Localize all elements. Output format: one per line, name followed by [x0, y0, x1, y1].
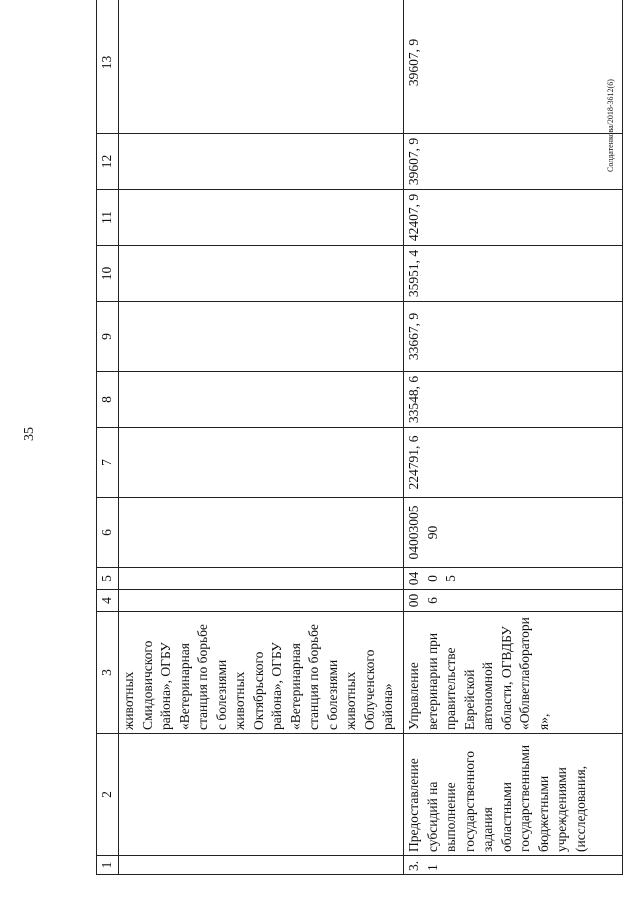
table-cell [119, 568, 404, 590]
header-cell: 2 [97, 734, 119, 856]
table-cell [119, 190, 404, 246]
table-cell: Предоставление субсидий на выполнение государственного задания областными государственными бюджетными учреждениями (исследования, [404, 734, 623, 856]
document-stamp: Солдатенкова/2018-3612(6) [606, 79, 615, 172]
table-header-row [97, 0, 119, 875]
header-cell: 4 [97, 590, 119, 612]
table-cell [119, 302, 404, 372]
header-cell: 10 [97, 246, 119, 302]
table-cell [119, 372, 404, 428]
table-cell: 006 [404, 590, 623, 612]
table-row [119, 0, 404, 875]
header-cell: 6 [97, 498, 119, 568]
header-cell: 5 [97, 568, 119, 590]
table-cell [119, 246, 404, 302]
header-cell: 12 [97, 134, 119, 190]
header-cell: 8 [97, 372, 119, 428]
budget-table [96, 0, 623, 875]
table-cell: 39607, 9 [404, 0, 623, 134]
table-cell: 33667, 9 [404, 302, 623, 372]
table-cell: 040 5 [404, 568, 623, 590]
table-cell [119, 0, 404, 134]
table-cell [119, 734, 404, 856]
header-cell: 3 [97, 612, 119, 734]
table-cell: 3.1 [404, 856, 623, 875]
table-cell [119, 134, 404, 190]
header-cell: 13 [97, 0, 119, 134]
header-cell: 7 [97, 428, 119, 498]
table-cell: 04003005 90 [404, 498, 623, 568]
header-cell: 9 [97, 302, 119, 372]
table-cell [119, 428, 404, 498]
table-cell: Управление ветеринарии при правительстве Еврейской автономной области, ОГВДБУ «Облветлаборатория», [404, 612, 623, 734]
table-cell: животных Смидовичского района», ОГБУ «Ветеринарная станция по борьбе с болезнями животных Октябрьского района», ОГБУ «Ветеринарная станция по борьбе с болезнями животных Облученского района» [119, 612, 404, 734]
table-cell: 33548, 6 [404, 372, 623, 428]
table-cell [119, 856, 404, 875]
header-cell: 1 [97, 856, 119, 875]
table-cell: 39607, 9 [404, 134, 623, 190]
table-cell [119, 590, 404, 612]
table-cell: 35951, 4 [404, 246, 623, 302]
header-cell: 11 [97, 190, 119, 246]
table-row [404, 0, 623, 875]
table-cell: 224791, 6 [404, 428, 623, 498]
table-cell: 42407, 9 [404, 190, 623, 246]
page-number: 35 [22, 427, 37, 441]
table-cell [119, 498, 404, 568]
budget-table-container [96, 12, 623, 875]
